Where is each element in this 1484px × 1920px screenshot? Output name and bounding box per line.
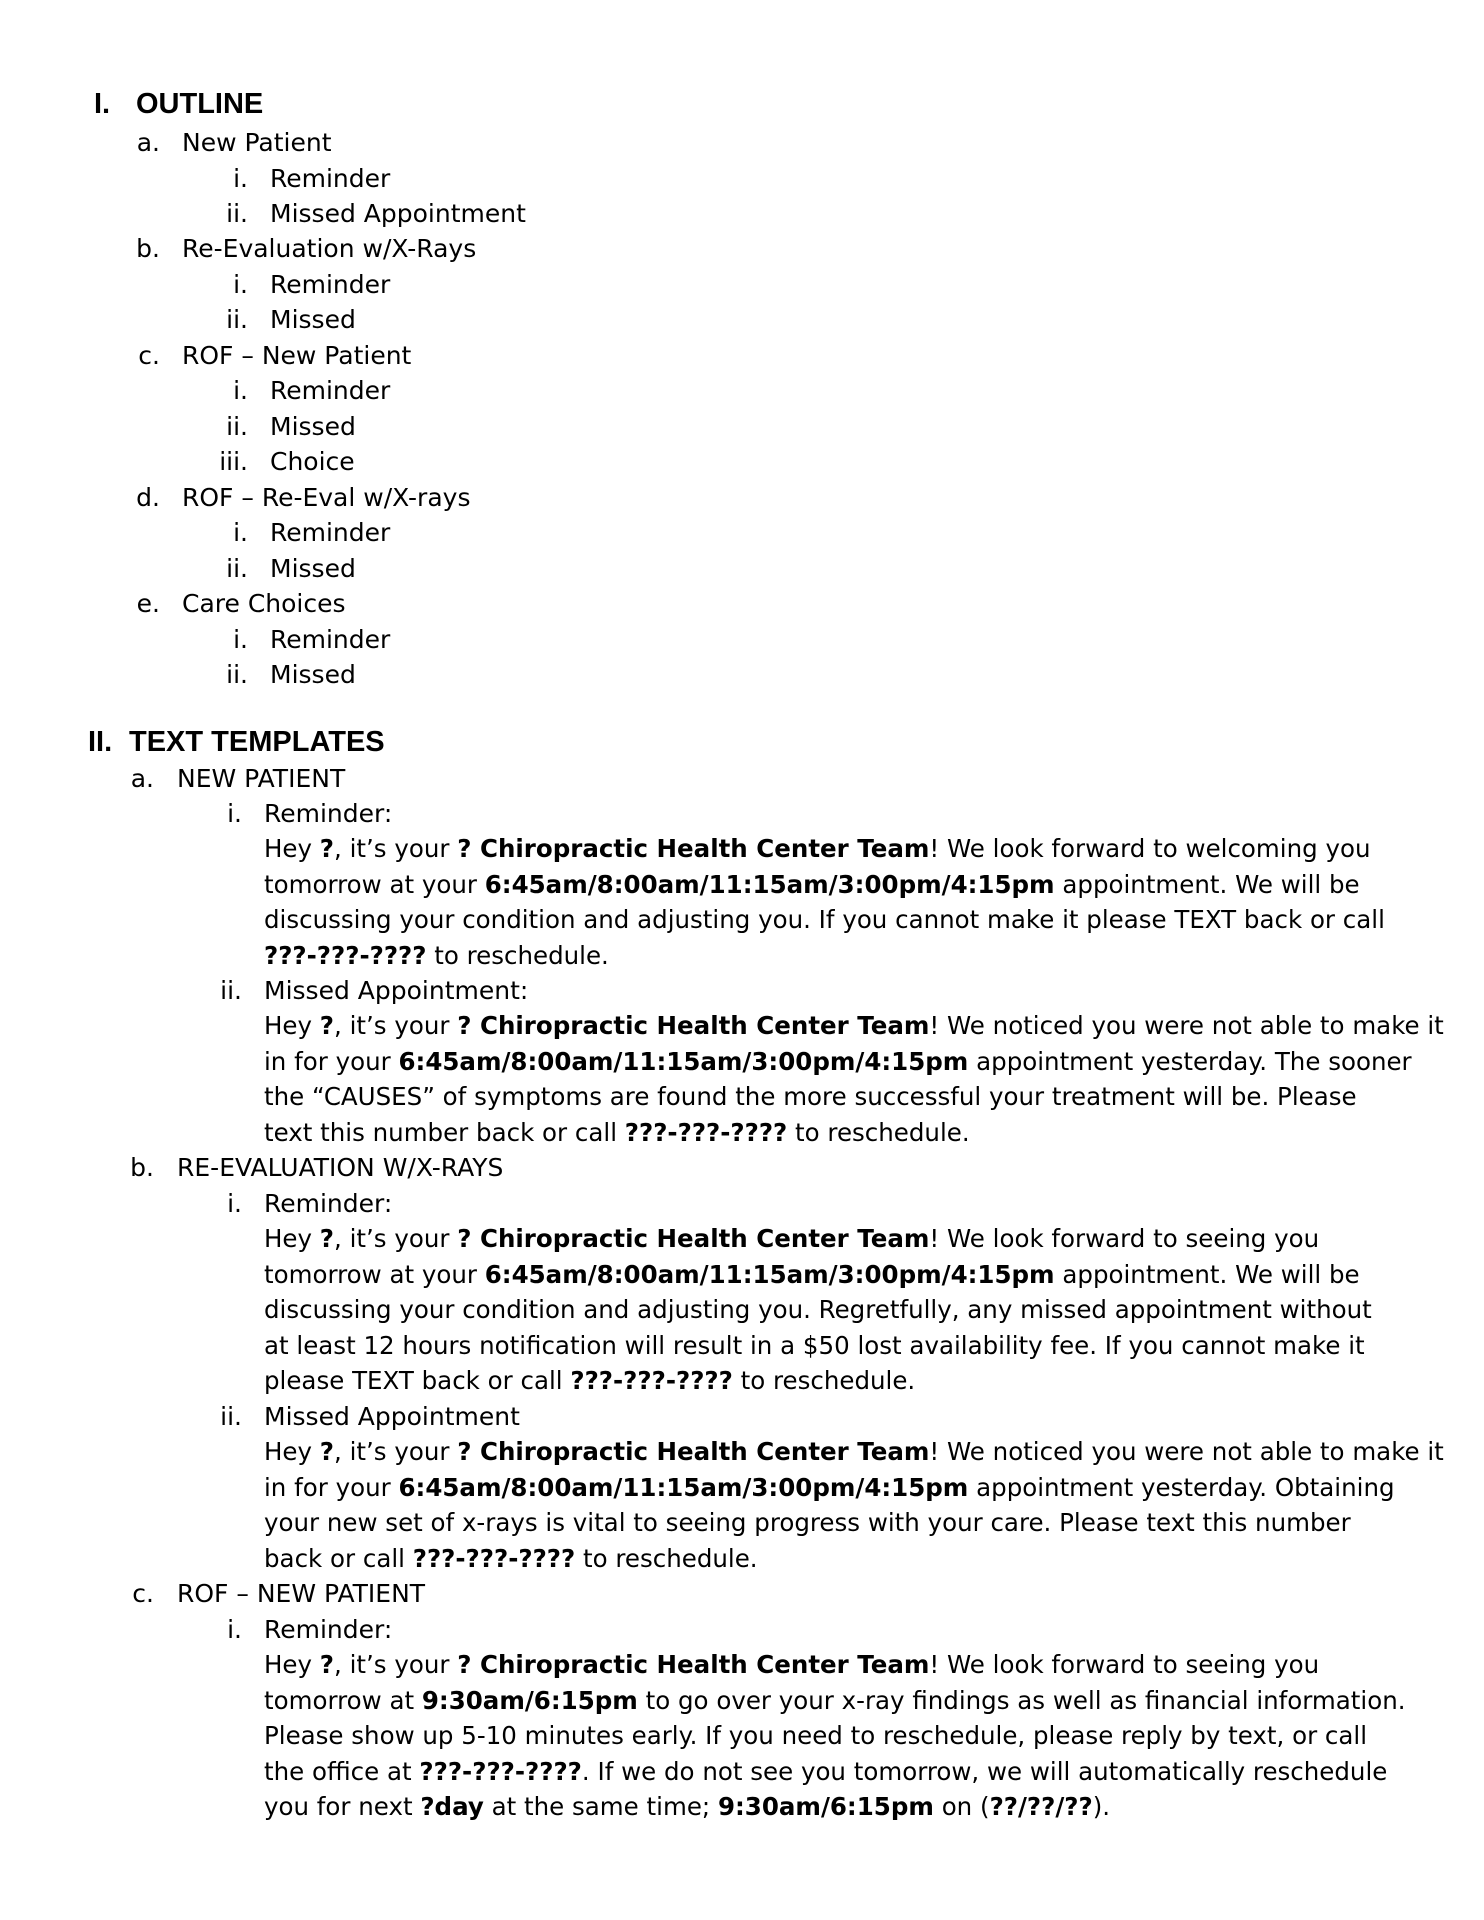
message-text: . If we do not see you tomorrow, we will automatically reschedule [581,1756,1388,1786]
message-text: to reschedule. [787,1117,970,1147]
message-line [264,1434,1444,1470]
subitem-label: Missed [270,554,356,583]
template-message [264,1434,1444,1576]
message-text: ! We look forward to seeing you [929,1224,1320,1253]
subitem-marker: ii. [226,412,248,441]
subitem-marker: i. [233,164,248,193]
template-message [264,831,1385,973]
message-text: back or call [264,1543,413,1573]
subcategory-marker: ii. [220,976,242,1005]
message-text: your new set of x-rays is vital to seeing progress with your care. Please text this number [264,1508,1351,1538]
message-text: Hey [264,1011,320,1040]
placeholder-text: ? Chiropractic Health Center Team [457,1650,930,1679]
message-text: , it’s your [334,1650,458,1679]
message-text: ! We look forward to welcoming you [929,834,1371,863]
placeholder-text: ??/??/?? [989,1792,1093,1822]
placeholder-text: ???-???-???? [412,1543,576,1573]
placeholder-text: 9:30am/6:15pm [717,1792,934,1822]
item-marker: c. [138,341,160,370]
category-label: ROF – NEW PATIENT [177,1579,426,1608]
placeholder-text: ? Chiropractic Health Center Team [457,1011,930,1040]
subcategory-marker: i. [227,1615,242,1644]
subcategory-marker: i. [227,1189,242,1218]
placeholder-text: 9:30am/6:15pm [421,1685,638,1715]
message-text: ! We look forward to seeing you [929,1650,1320,1679]
message-line [264,1505,1374,1541]
message-text: at the same time; [483,1792,718,1822]
message-text: Hey [264,1650,320,1679]
message-line [264,1044,1412,1080]
message-line [264,938,1374,974]
message-text: to go over your x-ray findings as well as financial information. [637,1685,1406,1715]
subitem-label: Choice [270,447,355,476]
subitem-label: Missed Appointment [270,199,526,228]
subcategory-label: Reminder: [264,1615,393,1644]
message-line [264,1789,1374,1825]
message-text: discussing your condition and adjusting you. Regretfully, any missed appointment without [264,1295,1372,1325]
message-text: Hey [264,1224,320,1253]
placeholder-text: ? [319,1224,335,1253]
message-line [264,1328,1374,1364]
section-title: TEXT TEMPLATES [129,726,385,758]
placeholder-text: ? Chiropractic Health Center Team [457,834,930,863]
section-title: OUTLINE [136,88,264,120]
placeholder-text: ???-???-???? [570,1366,733,1396]
message-text: to reschedule. [732,1366,916,1396]
message-text: to reschedule. [575,1543,758,1573]
message-text: text this number back or call [264,1117,625,1147]
subitem-label: Missed [270,412,356,441]
subitem-label: Missed [270,305,356,334]
subitem-marker: i. [233,270,248,299]
placeholder-text: ? [319,1650,335,1679]
message-text: Hey [264,1437,320,1466]
message-text: ). [1092,1792,1111,1822]
subcategory-label: Reminder: [264,1189,393,1218]
subitem-marker: i. [233,518,248,547]
message-text: please TEXT back or call [264,1366,571,1396]
message-line [264,1470,1395,1506]
message-text: appointment. We will be [1054,869,1360,899]
category-marker: b. [130,1153,154,1182]
subitem-label: Reminder [270,376,391,405]
subitem-marker: ii. [226,660,248,689]
placeholder-text: ?day [420,1792,484,1822]
message-text: the “CAUSES” of symptoms are found the more successful your treatment will be. Please [264,1082,1357,1112]
item-label: New Patient [182,128,332,157]
subitem-marker: ii. [226,199,248,228]
item-marker: e. [136,589,160,618]
message-text: tomorrow at your [264,869,485,899]
message-line [264,867,1374,903]
placeholder-text: ? Chiropractic Health Center Team [457,1224,930,1253]
message-text: Hey [264,834,320,863]
item-label: Care Choices [182,589,346,618]
message-line [264,1221,1374,1257]
item-label: ROF – New Patient [182,341,412,370]
category-label: RE-EVALUATION W/X-RAYS [177,1153,504,1182]
message-text: ! We noticed you were not able to make it [929,1011,1444,1040]
placeholder-text: ???-???-???? [419,1756,582,1786]
category-label: NEW PATIENT [177,764,346,793]
message-text: tomorrow at [264,1685,422,1715]
item-marker: d. [136,483,160,512]
subitem-label: Reminder [270,518,391,547]
message-line [264,1115,1374,1151]
message-text: at least 12 hours notification will result in a $50 lost availability fee. If you cannot make it [264,1330,1365,1360]
message-line [264,831,1374,867]
placeholder-text: 6:45am/8:00am/11:15am/3:00pm/4:15pm [484,869,1055,899]
template-message [264,1008,1444,1150]
message-line [264,1363,1374,1399]
message-text: , it’s your [334,1224,458,1253]
subitem-marker: ii. [226,305,248,334]
message-line [264,1292,1374,1328]
item-marker: b. [136,234,160,263]
subitem-label: Reminder [270,164,391,193]
placeholder-text: ? Chiropractic Health Center Team [457,1437,930,1466]
template-message [264,1221,1374,1399]
section-numeral: II. [88,726,113,758]
section-numeral: I. [94,88,111,120]
message-text: ! We noticed you were not able to make it [929,1437,1444,1466]
subitem-label: Missed [270,660,356,689]
message-text: , it’s your [334,1437,458,1466]
placeholder-text: ? [319,834,335,863]
subcategory-label: Missed Appointment [264,1402,520,1431]
item-label: ROF – Re-Eval w/X-rays [182,483,471,512]
message-text: on ( [933,1792,990,1822]
message-text: to reschedule. [426,940,609,970]
message-text: Please show up 5-10 minutes early. If you need to reschedule, please reply by text, or call [264,1721,1368,1751]
subcategory-label: Reminder: [264,799,393,828]
item-marker: a. [136,128,160,157]
message-text: in for your [264,1046,399,1076]
message-line [264,1008,1444,1044]
message-text: the office at [264,1756,420,1786]
placeholder-text: 6:45am/8:00am/11:15am/3:00pm/4:15pm [398,1472,969,1502]
item-label: Re-Evaluation w/X-Rays [182,234,477,263]
message-line [264,1754,1388,1790]
placeholder-text: ? [319,1011,335,1040]
message-line [264,1079,1374,1115]
placeholder-text: 6:45am/8:00am/11:15am/3:00pm/4:15pm [484,1259,1055,1289]
subitem-marker: i. [233,376,248,405]
placeholder-text: ? [319,1437,335,1466]
placeholder-text: ???-???-???? [624,1117,788,1147]
message-text: , it’s your [334,834,458,863]
message-line [264,1718,1374,1754]
message-line [264,902,1385,938]
subcategory-label: Missed Appointment: [264,976,529,1005]
placeholder-text: ???-???-???? [264,940,427,970]
message-text: you for next [264,1792,421,1822]
category-marker: c. [132,1579,154,1608]
message-line [264,1257,1374,1293]
message-text: in for your [264,1472,399,1502]
subcategory-marker: ii. [220,1402,242,1431]
message-line [264,1541,1374,1577]
subitem-marker: ii. [226,554,248,583]
message-text: , it’s your [334,1011,458,1040]
message-text: tomorrow at your [264,1259,485,1289]
message-line [264,1647,1374,1683]
subcategory-marker: i. [227,799,242,828]
subitem-label: Reminder [270,270,391,299]
message-text: appointment. We will be [1054,1259,1360,1289]
template-message [264,1647,1406,1825]
message-line [264,1683,1406,1719]
subitem-label: Reminder [270,625,391,654]
message-text: appointment yesterday. Obtaining [968,1472,1395,1502]
subitem-marker: iii. [219,447,248,476]
placeholder-text: 6:45am/8:00am/11:15am/3:00pm/4:15pm [398,1046,969,1076]
message-text: discussing your condition and adjusting you. If you cannot make it please TEXT back or call [264,905,1385,935]
subitem-marker: i. [233,625,248,654]
message-text: appointment yesterday. The sooner [968,1046,1412,1076]
category-marker: a. [130,764,154,793]
